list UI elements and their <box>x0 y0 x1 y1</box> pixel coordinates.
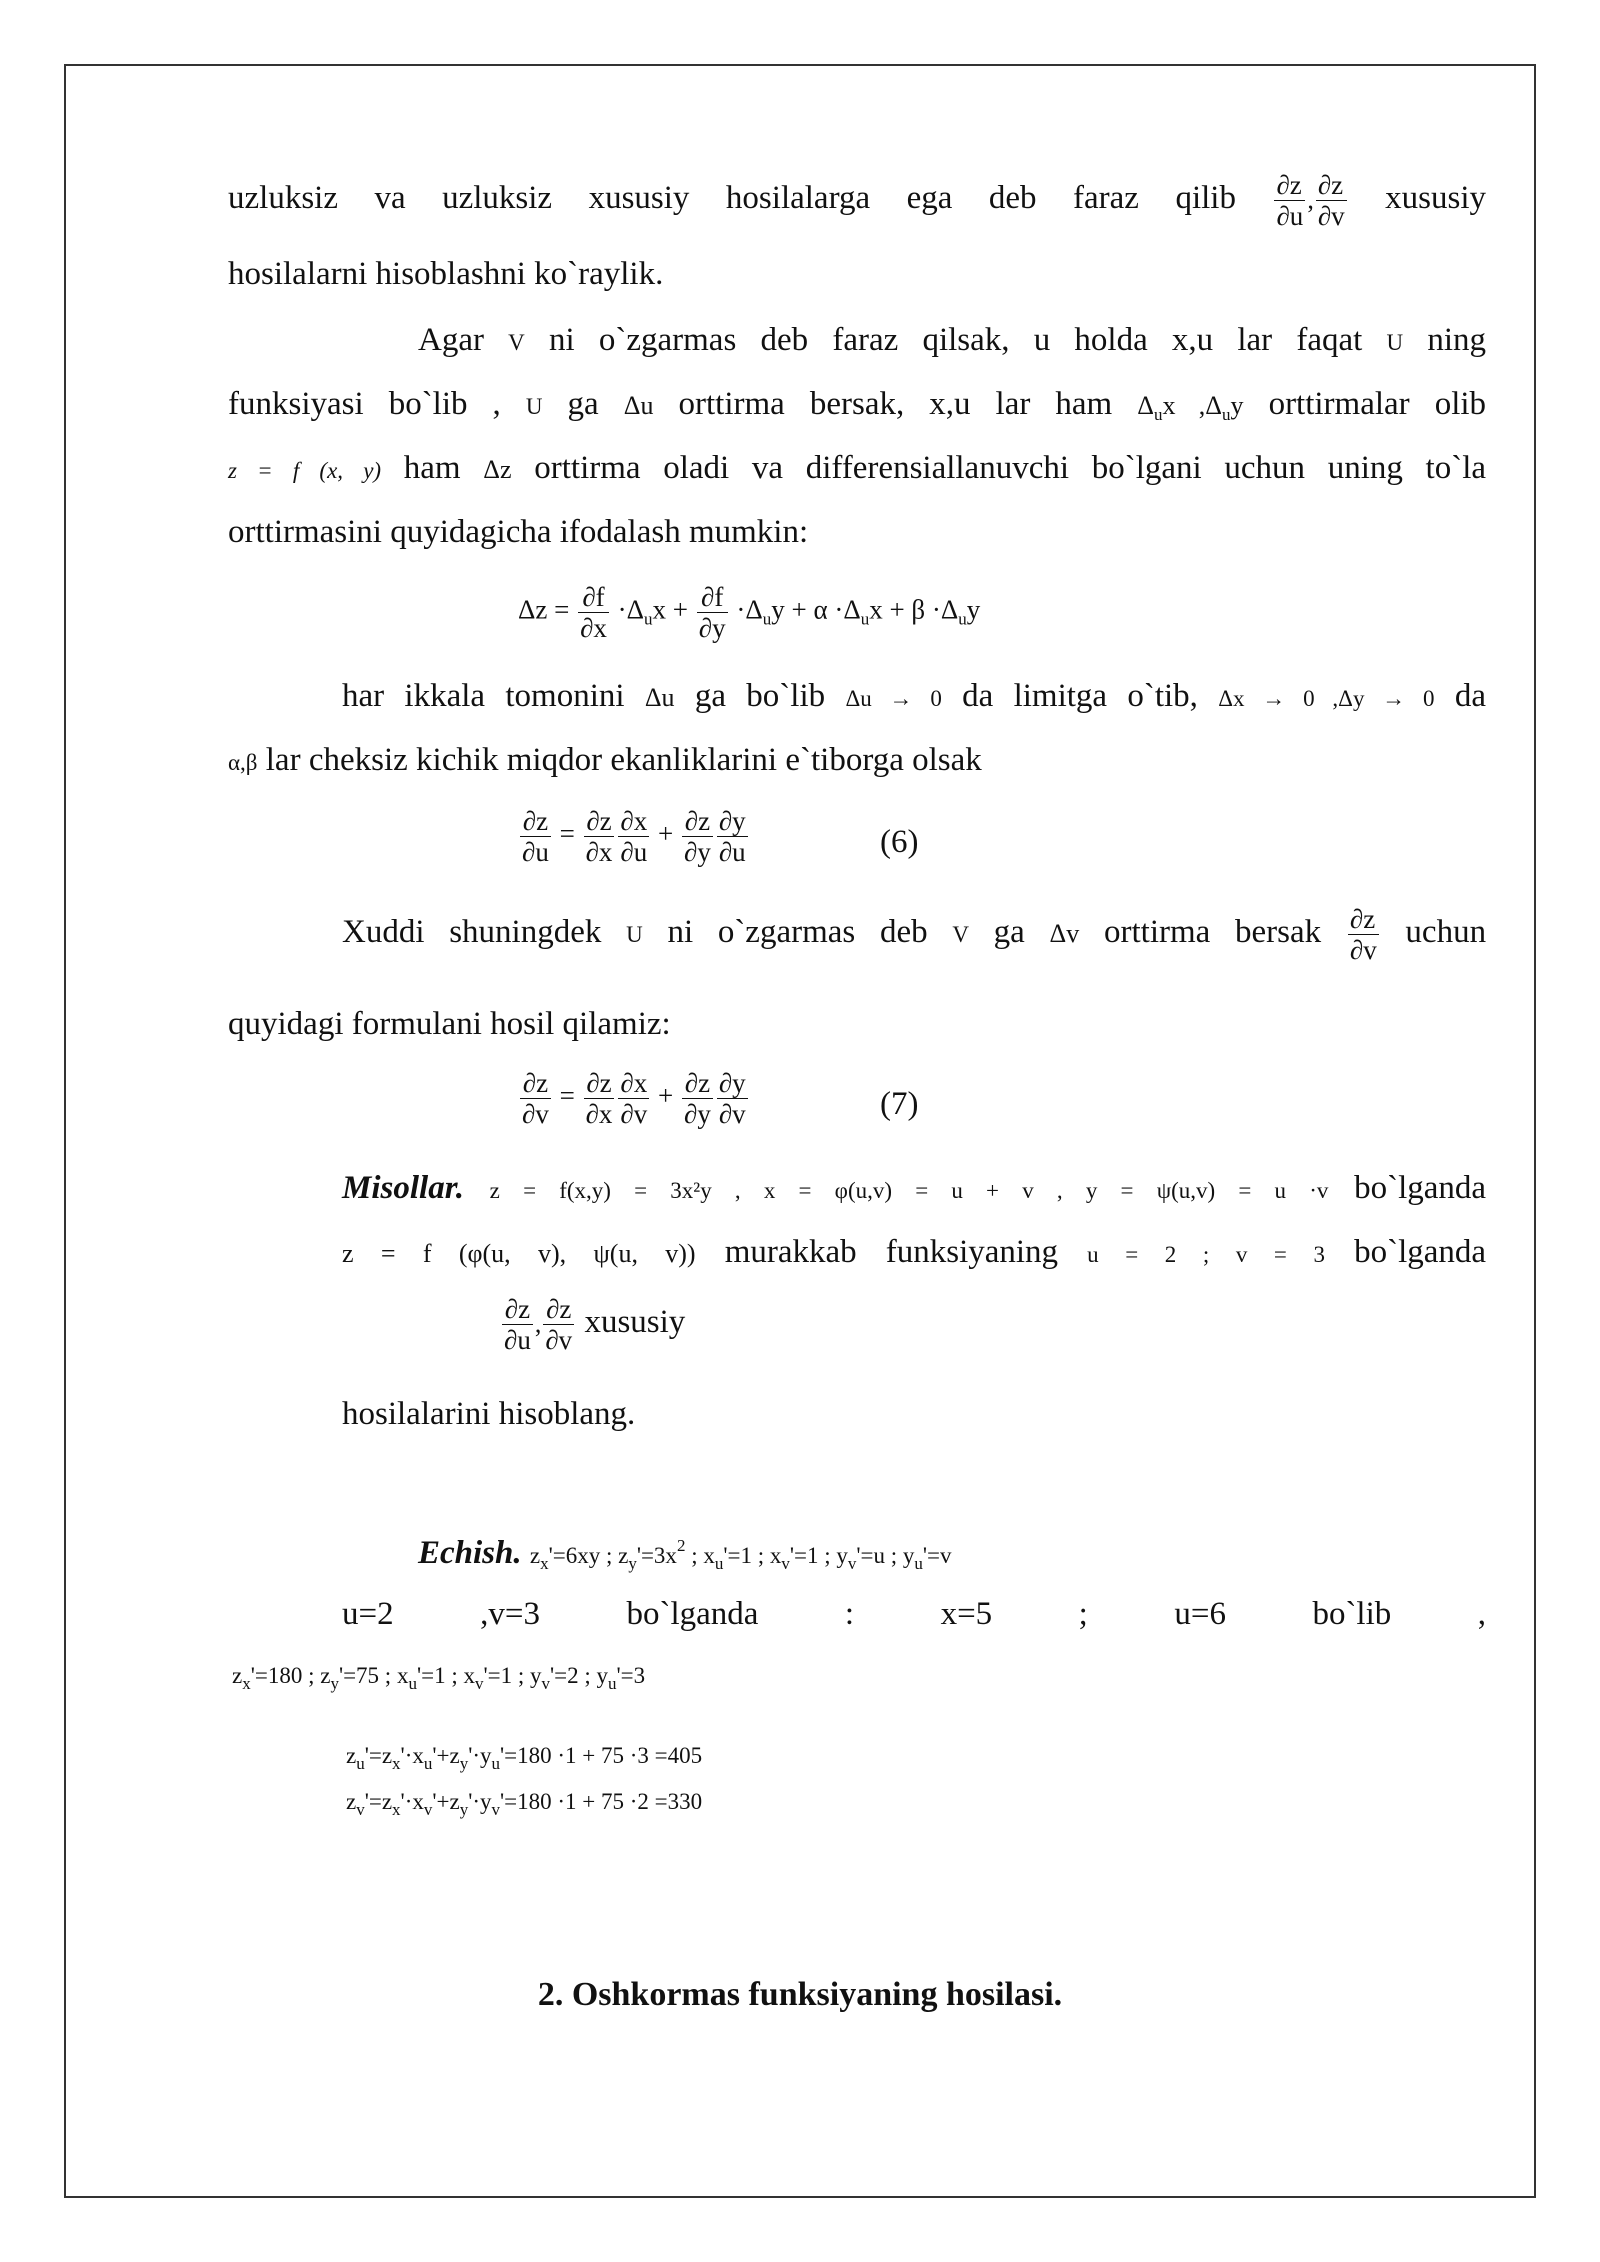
p8-u: U <box>626 922 643 948</box>
p3-a: funksiyasi bo`lib , <box>228 386 501 422</box>
echish-formula: $z_x'=6xy$ ; $z_y'=3x^2$ ; $x_u'=1$ ; $x_v'=1$ ; $y_v'=u$ ; $y_u'=v$ <box>529 1536 952 1573</box>
agar-text: Agar <box>418 322 484 358</box>
p6-c: da limitga o`tib, <box>962 678 1198 714</box>
section-title: 2. Oshkormas funksiyaning hosilasi. <box>537 1976 1063 2013</box>
line-5: orttirmasini quyidagicha ifodalash mumkin: <box>228 514 809 550</box>
u2-5: ; <box>1078 1596 1088 1632</box>
p3-du: Δu <box>623 391 654 420</box>
line-misollar <box>342 1168 1486 1211</box>
murakkab-end: bo`lganda <box>1354 1234 1487 1270</box>
line-2: hosilalarni hisoblashni ko`raylik. <box>228 256 664 292</box>
u2-3: : <box>844 1596 855 1632</box>
var-v: V <box>508 330 525 355</box>
result-zu: $z_u'=z_x'\cdot x_u'+z_y'\cdot y_u'=180 \cdot 1 + 75 \cdot 3 =405$ <box>346 1743 703 1773</box>
p7-text: lar cheksiz kichik miqdor ekanliklarini e`tiborga olsak <box>265 742 982 778</box>
misollar-label: Misollar. <box>342 1170 464 1206</box>
frac-dz-dv: $\frac{\partial z}{\partial v}$ <box>1317 170 1345 231</box>
line-1-text: uzluksiz va uzluksiz xususiy hosilalarga ega deb faraz qilib <box>228 180 1236 217</box>
p3-d: orttirmalar olib <box>1268 386 1487 422</box>
line-murakkab <box>342 1232 1486 1275</box>
murakkab-b: funksiyaning <box>885 1234 1059 1270</box>
u2-7: bo`lib <box>1312 1596 1392 1632</box>
murakkab-uv: u = 2 ; v = 3 <box>1087 1242 1325 1267</box>
equation-6: $\frac{\partial z}{\partial u}$ = $\frac{\partial z}{\partial x}$ $\frac{\partial x}{\partial u}$ + $\frac{\partial z}{\partial y}$ $\frac{\partial y}{\partial u}$ <box>522 806 746 867</box>
p6-lim: Δu → 0 <box>845 686 942 711</box>
p8-v: V <box>952 922 969 948</box>
line-funksiyasi <box>228 384 1486 435</box>
func-zfxy: z = f (x, y) <box>228 458 382 483</box>
u2-2: bo`lganda <box>626 1596 759 1632</box>
u2-1: ,v=3 <box>480 1596 540 1632</box>
p8-a: Xuddi shuningdek <box>342 914 602 951</box>
misollar-end: bo`lganda <box>1354 1170 1487 1206</box>
line-xuddi <box>342 904 1486 965</box>
alpha-beta: α,β <box>228 750 258 775</box>
p8-e: uchun <box>1405 914 1487 951</box>
delta-ux-uy: $\Delta_ux$ $,\Delta_uy$ <box>1137 391 1244 424</box>
var-u: U <box>1386 330 1404 355</box>
p8-dv: Δv <box>1049 919 1080 949</box>
agar-ning: ning <box>1427 322 1487 358</box>
line-9: quyidagi formulani hosil qilamiz: <box>228 1006 671 1042</box>
line-alpha-beta <box>228 740 982 783</box>
murakkab-formula: z = f (φ(u, v), ψ(u, v)) <box>342 1239 696 1268</box>
frac-dz-du: $\frac{\partial z}{\partial u}$ <box>1276 170 1304 231</box>
p3-c: orttirma bersak, x,u lar ham <box>678 386 1113 422</box>
line-1-end: xususiy <box>1385 180 1487 217</box>
p8-d: orttirma bersak <box>1104 914 1322 951</box>
u2-4: x=5 <box>940 1596 993 1632</box>
line-xususiy: $\frac{\partial z}{\partial u}$ , $\frac{\partial z}{\partial v}$ xususiy <box>504 1294 686 1355</box>
equation-delta-z: Δz = $\frac{\partial f}{\partial x}$ $\cdot\Delta_ux$ + $\frac{\partial f}{\partial y}$ $\cdot\Delta_uy + \alpha \cdot\Delta_ux + \beta \cdot\Delta_uy$ <box>518 582 981 643</box>
equation-7: $\frac{\partial z}{\partial v}$ = $\frac{\partial z}{\partial x}$ $\frac{\partial x}{\partial v}$ + $\frac{\partial z}{\partial y}$ $\frac{\partial y}{\partial v}$ <box>522 1068 746 1129</box>
line-agar <box>418 320 1486 363</box>
p8-b: ni o`zgarmas deb <box>667 914 928 951</box>
p4-b: orttirma oladi va differensiallanuvchi bo`lgani uchun uning to`la <box>534 450 1487 486</box>
p8-c: ga <box>993 914 1025 951</box>
values-line: $z_x'=180$ ; $z_y'=75$ ; $x_u'=1$ ; $x_v'=1$ ; $y_v'=2$ ; $y_u'=3$ <box>232 1663 646 1693</box>
frac-dz-dv-2: $\frac{\partial z}{\partial v}$ <box>1349 904 1377 965</box>
result-zv: $z_v'=z_x'\cdot x_v'+z_y'\cdot y_v'=180 \cdot 1 + 75 \cdot 2 =330$ <box>346 1789 703 1819</box>
u2-8: , <box>1477 1596 1486 1632</box>
line-u2 <box>342 1594 1486 1634</box>
eq7-label: (7) <box>880 1086 919 1122</box>
line-1: uzluksiz va uzluksiz xususiy hosilalarga ega deb faraz qilib $\frac{\partial z}{\partial u}$ , $\frac{\partial z}{\partial v}$ xususiy <box>228 170 1487 231</box>
p6-b: ga bo`lib <box>694 678 826 714</box>
eq-dz-lhs: Δz = <box>518 594 570 625</box>
line-zf <box>228 448 1486 491</box>
line-echish <box>418 1526 952 1584</box>
p3-u: U <box>525 394 543 419</box>
p4-dz: Δz <box>483 455 512 484</box>
xususiy-text: xususiy <box>584 1304 686 1341</box>
p6-du: Δu <box>644 683 675 712</box>
p6-a: har ikkala tomonini <box>342 678 625 714</box>
p6-lim2: Δx → 0 ,Δy → 0 <box>1218 686 1435 711</box>
agar-mid: ni o`zgarmas deb faraz qilsak, u holda x,u lar faqat <box>549 322 1363 358</box>
misollar-formula: z = f(x,y) = 3x²y , x = φ(u,v) = u + v , y = ψ(u,v) = u ·v <box>489 1178 1329 1203</box>
p4-a: ham <box>403 450 461 486</box>
eq6-label: (6) <box>880 824 919 860</box>
p3-b: ga <box>567 386 599 422</box>
murakkab-a: murakkab <box>724 1234 857 1270</box>
eq-dz-tail: + α ·Δ <box>791 594 861 625</box>
u2-6: u=6 <box>1174 1596 1226 1632</box>
echish-label: Echish. <box>418 1535 522 1571</box>
u2-0: u=2 <box>342 1596 394 1632</box>
line-har-ikkala <box>342 676 1486 719</box>
p6-d: da <box>1454 678 1486 714</box>
line-hisoblang: hosilalarini hisoblang. <box>342 1396 636 1432</box>
